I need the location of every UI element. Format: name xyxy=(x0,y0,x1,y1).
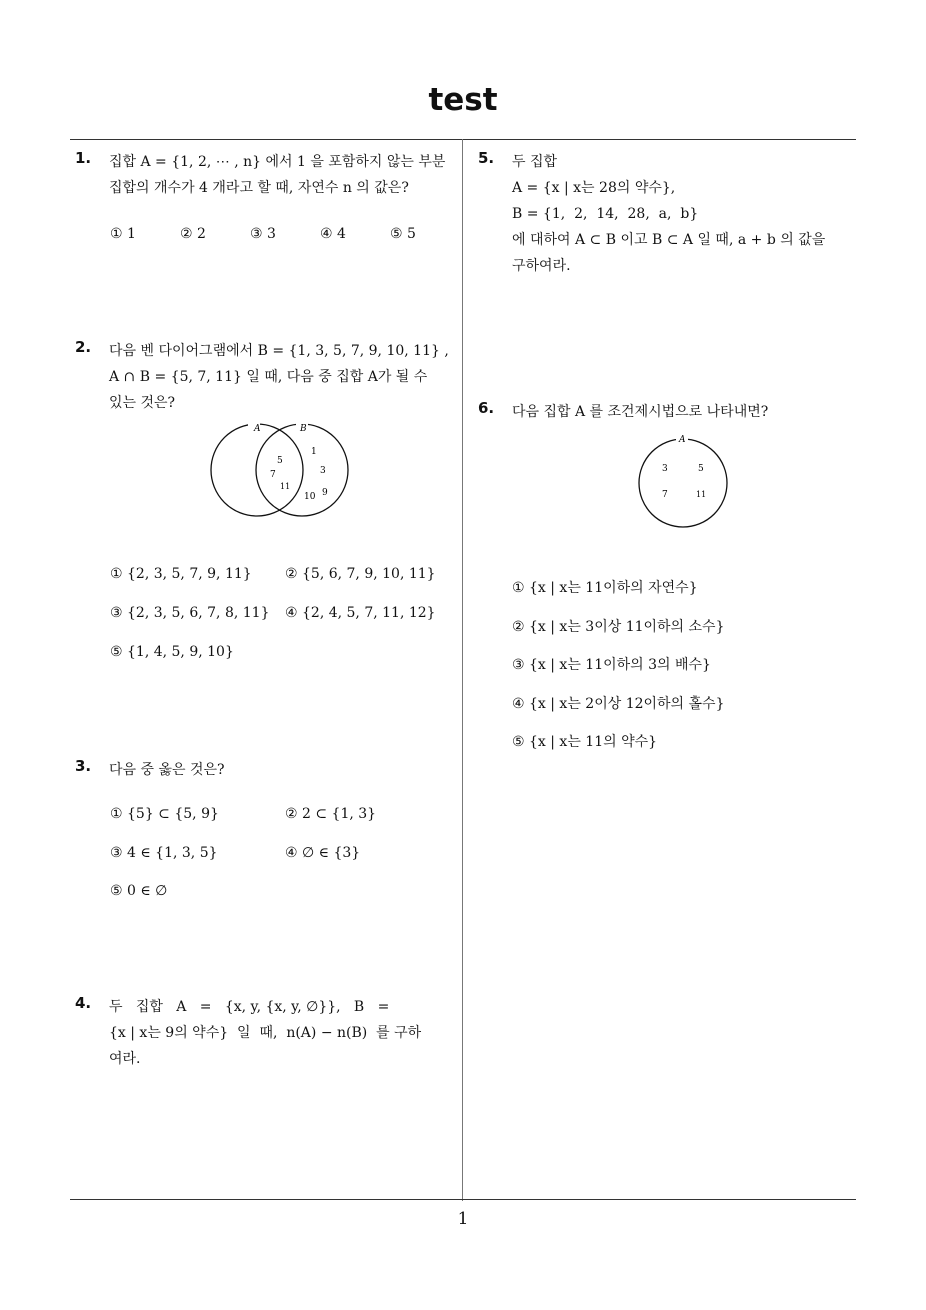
option-4[interactable]: ④ ∅ ∈ {3} xyxy=(285,845,361,861)
question-line: B = {1, 2, 14, 28, a, b} xyxy=(512,206,699,222)
option-3[interactable]: ③ {x | x는 11이하의 3의 배수} xyxy=(512,657,711,673)
bottom-rule xyxy=(70,1199,856,1200)
set-b-label: B xyxy=(300,424,307,434)
option-4[interactable]: ④ {2, 4, 5, 7, 11, 12} xyxy=(285,605,436,621)
option-3[interactable]: ③ {2, 3, 5, 6, 7, 8, 11} xyxy=(110,605,270,621)
question-line: A = {x | x는 28의 약수}, xyxy=(512,180,676,196)
venn-element: 5 xyxy=(698,464,704,474)
option-3[interactable]: ③ 3 xyxy=(250,226,276,242)
question-number: 4. xyxy=(75,994,92,1012)
option-1[interactable]: ① {x | x는 11이하의 자연수} xyxy=(512,580,698,596)
venn-element: 11 xyxy=(280,482,291,491)
column-divider xyxy=(462,139,463,1201)
question-line: 집합 A = {1, 2, ⋯ , n} 에서 1 을 포함하지 않는 부분 xyxy=(109,154,446,170)
question-line: 두 집합 A = {x, y, {x, y, ∅}}, B = xyxy=(109,999,390,1015)
page-title: test xyxy=(428,82,498,118)
question-text xyxy=(109,338,449,416)
option-1[interactable]: ① 1 xyxy=(110,226,136,242)
question-line: 두 집합 xyxy=(512,154,558,170)
question-line: 집합의 개수가 4 개라고 할 때, 자연수 n 의 값은? xyxy=(109,180,409,196)
set-a-label: A xyxy=(679,435,686,445)
question-text xyxy=(109,757,225,783)
question-line: 다음 중 옳은 것은? xyxy=(109,762,225,778)
question-line: 구하여라. xyxy=(512,258,571,274)
question-line: A ∩ B = {5, 7, 11} 일 때, 다음 중 집합 A가 될 수 xyxy=(109,369,428,385)
question-number: 2. xyxy=(75,338,92,356)
venn-element: 3 xyxy=(320,466,326,476)
option-2[interactable]: ② {5, 6, 7, 9, 10, 11} xyxy=(285,566,436,582)
venn-diagram-ab xyxy=(200,418,360,524)
option-5[interactable]: ⑤ {x | x는 11의 약수} xyxy=(512,734,658,750)
option-1[interactable]: ① {5} ⊂ {5, 9} xyxy=(110,806,219,822)
question-line: {x | x는 9의 약수} 일 때, n(A) − n(B) 를 구하 xyxy=(109,1025,422,1041)
option-4[interactable]: ④ {x | x는 2이상 12이하의 홀수} xyxy=(512,696,725,712)
venn-element: 10 xyxy=(304,492,316,502)
question-line: 있는 것은? xyxy=(109,395,176,411)
question-text xyxy=(512,399,768,425)
set-a-label: A xyxy=(254,424,261,434)
venn-element: 11 xyxy=(696,490,707,499)
question-number: 5. xyxy=(478,149,495,167)
option-5[interactable]: ⑤ 5 xyxy=(390,226,416,242)
option-4[interactable]: ④ 4 xyxy=(320,226,346,242)
question-line: 에 대하여 A ⊂ B 이고 B ⊂ A 일 때, a + b 의 값을 xyxy=(512,232,826,248)
question-line: 다음 벤 다이어그램에서 B = {1, 3, 5, 7, 9, 10, 11} , xyxy=(109,343,449,359)
question-text xyxy=(109,149,445,201)
option-2[interactable]: ② 2 xyxy=(180,226,206,242)
venn-element: 7 xyxy=(662,490,668,500)
question-number: 6. xyxy=(478,399,495,417)
option-2[interactable]: ② 2 ⊂ {1, 3} xyxy=(285,806,377,822)
venn-element: 3 xyxy=(662,464,668,474)
option-5[interactable]: ⑤ 0 ∈ ∅ xyxy=(110,883,168,899)
question-number: 1. xyxy=(75,149,92,167)
venn-element: 9 xyxy=(322,488,328,498)
question-text xyxy=(512,149,825,279)
question-line: 여라. xyxy=(109,1051,141,1067)
option-2[interactable]: ② {x | x는 3이상 11이하의 소수} xyxy=(512,619,725,635)
venn-diagram-a xyxy=(630,430,736,530)
venn-element: 1 xyxy=(311,447,317,457)
option-3[interactable]: ③ 4 ∈ {1, 3, 5} xyxy=(110,845,218,861)
option-1[interactable]: ① {2, 3, 5, 7, 9, 11} xyxy=(110,566,252,582)
question-text xyxy=(109,994,421,1072)
set-a-circle xyxy=(639,439,727,527)
venn-element: 5 xyxy=(277,456,283,466)
page-number: 1 xyxy=(457,1209,469,1229)
question-number: 3. xyxy=(75,757,92,775)
question-line: 다음 집합 A 를 조건제시법으로 나타내면? xyxy=(512,404,769,420)
option-5[interactable]: ⑤ {1, 4, 5, 9, 10} xyxy=(110,644,234,660)
set-a-circle xyxy=(211,424,303,516)
venn-element: 7 xyxy=(270,470,276,480)
top-rule xyxy=(70,139,856,140)
